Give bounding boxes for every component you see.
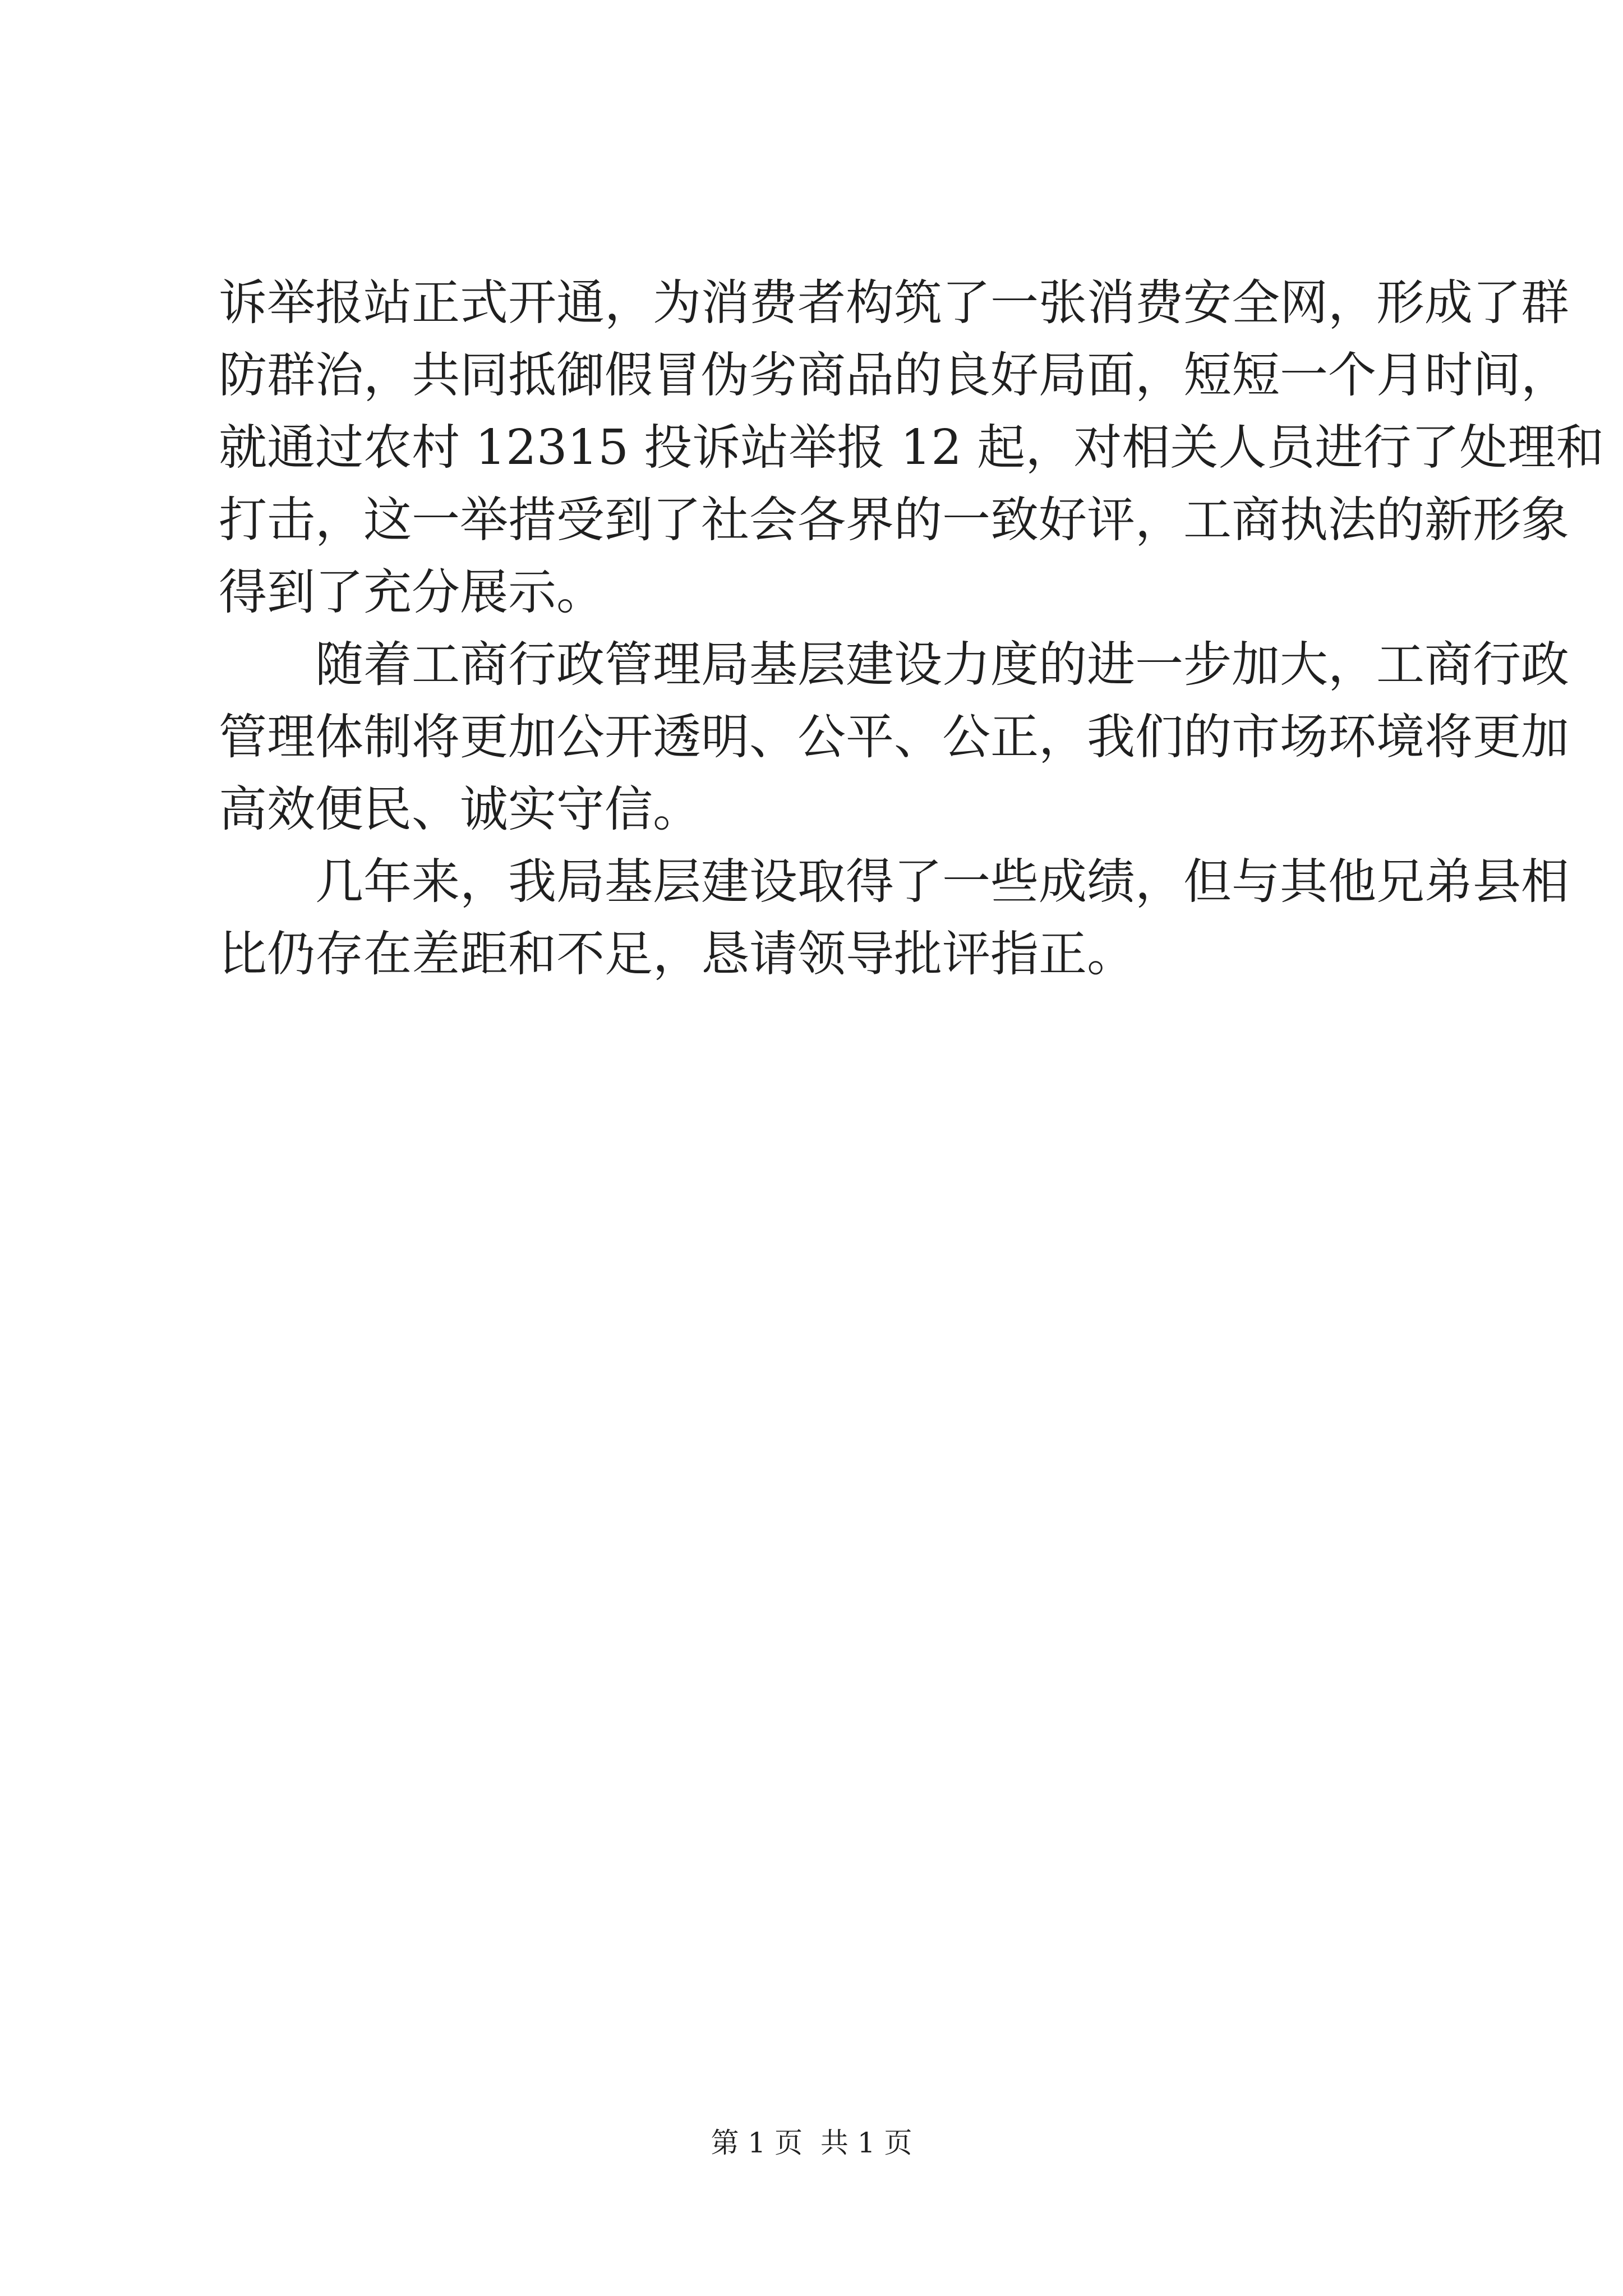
paragraph-line: 诉举报站正式开通，为消费者构筑了一张消费安全网，形成了群 bbox=[219, 275, 1569, 331]
paragraph-line: 打击，这一举措受到了社会各界的一致好评，工商执法的新形象 bbox=[219, 492, 1569, 548]
paragraph-2 bbox=[219, 629, 1569, 846]
paragraph-line: 几年来，我局基层建设取得了一些成绩，但与其他兄弟县相 bbox=[315, 854, 1569, 910]
paragraph-line: 高效便民、诚实守信。 bbox=[219, 781, 701, 838]
paragraph-3 bbox=[219, 846, 1569, 991]
paragraph-line: 得到了充分展示。 bbox=[219, 564, 605, 620]
paragraph-line: 管理体制将更加公开透明、公平、公正，我们的市场环境将更加 bbox=[219, 709, 1569, 765]
paragraph-line: 随着工商行政管理局基层建设力度的进一步加大，工商行政 bbox=[315, 637, 1569, 693]
paragraph-line: 就通过农村 12315 投诉站举报 12 起，对相关人员进行了处理和 bbox=[219, 420, 1604, 476]
paragraph-line: 比仍存在差距和不足，恳请领导批评指正。 bbox=[219, 926, 1135, 982]
page-footer: 第 1 页 共 1 页 bbox=[711, 2127, 912, 2159]
document-body bbox=[219, 267, 1604, 991]
paragraph-1 bbox=[219, 267, 1604, 629]
paragraph-line: 防群治，共同抵御假冒伪劣商品的良好局面，短短一个月时间， bbox=[219, 347, 1569, 403]
